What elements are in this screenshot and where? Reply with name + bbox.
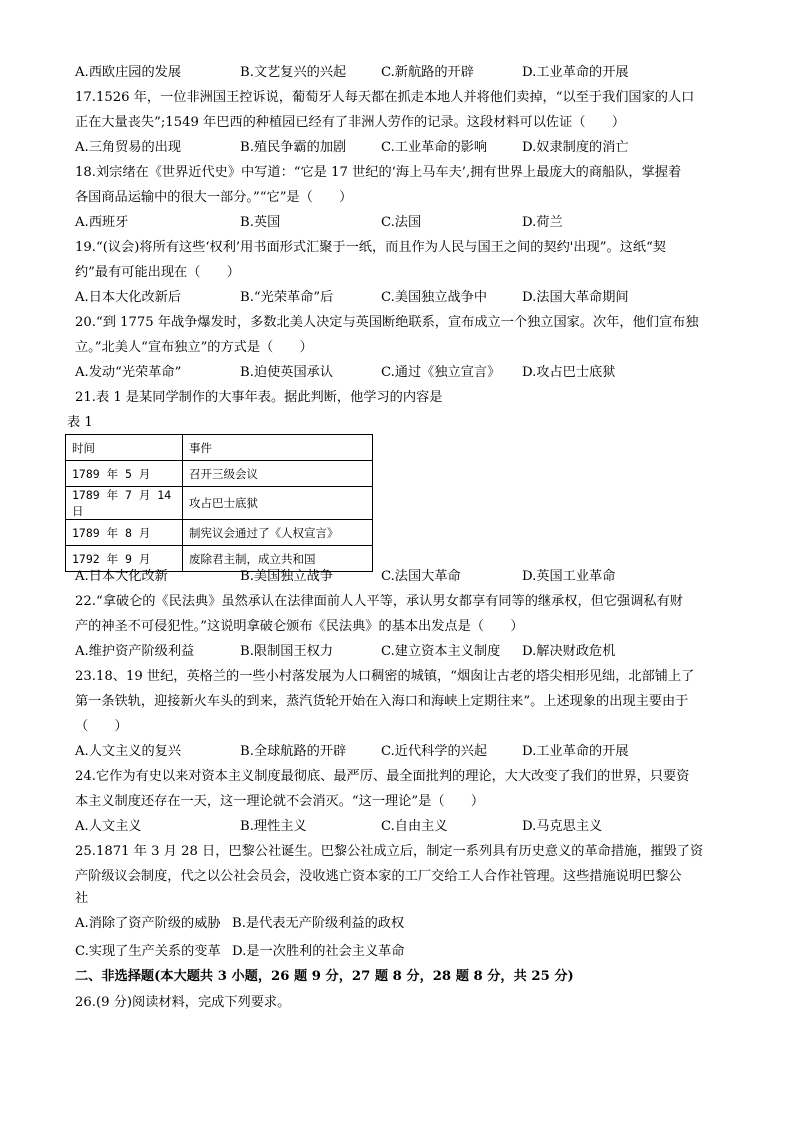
q23-stem-line-3: （ ）: [75, 719, 128, 734]
q21-options: [75, 568, 715, 586]
q18-option-c: C.法国: [381, 215, 422, 230]
q25-options-row-1: [75, 915, 715, 933]
table-row: [66, 461, 373, 487]
table-header-time: 时间: [66, 435, 183, 461]
q21-option-c: C.法国大革命: [381, 569, 461, 584]
q24-option-b: B.理性主义: [240, 819, 307, 834]
table-cell-time: 1789 年 5 月: [66, 461, 183, 487]
q16-option-d: D.工业革命的开展: [522, 65, 629, 80]
q18-options: [75, 214, 715, 232]
q17-option-b: B.殖民争霸的加剧: [240, 140, 347, 155]
table-header-row: [66, 435, 373, 461]
q24-options: [75, 818, 715, 836]
table-header-event: 事件: [183, 435, 373, 461]
q20-option-b: B.迫使英国承认: [240, 365, 334, 380]
q16-option-b: B.文艺复兴的兴起: [240, 65, 347, 80]
q25-option-b: B.是代表无产阶级利益的政权: [232, 916, 405, 931]
q20-option-a: A.发动“光荣革命”: [75, 365, 182, 380]
q19-option-a: A.日本大化改新后: [75, 290, 182, 305]
q21-option-b: B.美国独立战争: [240, 569, 334, 584]
q25-stem-line-1: 25.1871 年 3 月 28 日，巴黎公社诞生。巴黎公社成立后，制定一系列具有历史意义的革命措施，摧毁了资: [75, 844, 704, 859]
q17-option-c: C.工业革命的影响: [381, 140, 488, 155]
q24-option-c: C.自由主义: [381, 819, 448, 834]
q16-options: [75, 64, 715, 82]
q23-options: [75, 743, 715, 761]
q22-option-c: C.建立资本主义制度: [381, 644, 501, 659]
q18-option-a: A.西班牙: [75, 215, 129, 230]
table-row: [66, 520, 373, 546]
q19-option-c: C.美国独立战争中: [381, 290, 488, 305]
q24-option-d: D.马克思主义: [522, 819, 603, 834]
q21-option-d: D.英国工业革命: [522, 569, 616, 584]
q20-stem-line-2: 立。”北美人“宣布独立”的方式是（ ）: [75, 340, 313, 355]
table-cell-time: 1789 年 8 月: [66, 520, 183, 546]
q25-options-row-2: [75, 943, 715, 961]
q25-stem-line-3: 社: [75, 891, 89, 906]
q25-option-d: D.是一次胜利的社会主义革命: [232, 944, 405, 959]
table-cell-time: 1792 年 9 月: [66, 546, 183, 572]
q17-options: [75, 139, 715, 157]
q23-option-d: D.工业革命的开展: [522, 744, 629, 759]
q26-intro: 26.(9 分)阅读材料，完成下列要求。: [75, 995, 291, 1010]
table-caption: 表 1: [67, 415, 93, 430]
q21-stem: 21.表 1 是某同学制作的大事年表。据此判断，他学习的内容是: [75, 390, 443, 405]
q16-option-c: C.新航路的开辟: [381, 65, 474, 80]
q20-option-d: D.攻占巴士底狱: [522, 365, 616, 380]
q16-option-a: A.西欧庄园的发展: [75, 65, 182, 80]
q17-stem-line-1: 17.1526 年，一位非洲国王控诉说，葡萄牙人每天都在抓走本地人并将他们卖掉，“以至于我们国家的人口: [75, 90, 695, 105]
q23-option-c: C.近代科学的兴起: [381, 744, 488, 759]
q25-option-c: C.实现了生产关系的变革: [75, 944, 221, 959]
table-cell-time: 1789 年 7 月 14 日: [66, 487, 183, 520]
events-table: [65, 434, 373, 572]
q19-stem-line-2: 约”最有可能出现在（ ）: [75, 265, 240, 280]
q19-options: [75, 289, 715, 307]
q20-stem-line-1: 20.“到 1775 年战争爆发时，多数北美人决定与英国断绝联系，宣布成立一个独立国家。次年，他们宣布独: [75, 315, 699, 330]
q18-stem-line-2: 各国商品运输中的很大一部分。”“它”是（ ）: [75, 190, 353, 205]
q19-stem-line-1: 19.“(议会)将所有这些‘权利’用书面形式汇聚于一纸，而且作为人民与国王之间的契约'出现”。这纸“契: [75, 240, 666, 255]
q23-option-a: A.人文主义的复兴: [75, 744, 182, 759]
q23-stem-line-2: 第一条铁轨，迎接新火车头的到来，蒸汽货轮开始在入海口和海峡上定期往来”。上述现象的出现主要由于: [75, 694, 689, 709]
q19-option-d: D.法国大革命期间: [522, 290, 629, 305]
q24-stem-line-2: 本主义制度还存在一天，这一理论就不会消灭。“这一理论”是（ ）: [75, 794, 485, 809]
q17-option-d: D.奴隶制度的消亡: [522, 140, 629, 155]
table-cell-event: 制宪议会通过了《人权宣言》: [183, 520, 373, 546]
q22-stem-line-1: 22.“拿破仑的《民法典》虽然承认在法律面前人人平等，承认男女都享有同等的继承权，但它强调私有财: [75, 594, 683, 609]
q22-stem-line-2: 产的神圣不可侵犯性。”这说明拿破仑颁布《民法典》的基本出发点是（ ）: [75, 619, 524, 634]
table-row: [66, 487, 373, 520]
q20-options: [75, 364, 715, 382]
q17-option-a: A.三角贸易的出现: [75, 140, 182, 155]
q25-stem-line-2: 产阶级议会制度，代之以公社会员会，没收逃亡资本家的工厂交给工人合作社管理。这些措施说明巴黎公: [75, 869, 682, 884]
q22-options: [75, 643, 715, 661]
q25-option-a: A.消除了资产阶级的威胁: [75, 916, 221, 931]
q17-stem-line-2: 正在大量丧失”;1549 年巴西的种植园已经有了非洲人劳作的记录。这段材料可以佐证（ ）: [75, 115, 626, 130]
q24-stem-line-1: 24.它作为有史以来对资本主义制度最彻底、最严厉、最全面批判的理论，大大改变了我们的世界，只要资: [75, 769, 690, 784]
table-cell-event: 废除君主制，成立共和国: [183, 546, 373, 572]
q19-option-b: B.“光荣革命”后: [240, 290, 334, 305]
q21-option-a: A.日本大化改新: [75, 569, 168, 584]
q18-option-d: D.荷兰: [522, 215, 563, 230]
q18-option-b: B.英国: [240, 215, 281, 230]
section-heading: 二、非选择题(本大题共 3 小题，26 题 9 分，27 题 8 分，28 题 8 分，共 25 分): [75, 969, 574, 984]
q22-option-d: D.解决财政危机: [522, 644, 616, 659]
q23-stem-line-1: 23.18、19 世纪，英格兰的一些小村落发展为人口稠密的城镇，“烟囱让古老的塔尖相形见绌，北部铺上了: [75, 669, 695, 684]
q20-option-c: C.通过《独立宣言》: [381, 365, 501, 380]
table-cell-event: 召开三级会议: [183, 461, 373, 487]
q22-option-b: B.限制国王权力: [240, 644, 334, 659]
q23-option-b: B.全球航路的开辟: [240, 744, 347, 759]
table-cell-event: 攻占巴士底狱: [183, 487, 373, 520]
q22-option-a: A.维护资产阶级利益: [75, 644, 195, 659]
q18-stem-line-1: 18.刘宗绪在《世界近代史》中写道：“它是 17 世纪的‘海上马车夫’,拥有世界上最庞大的商船队，掌握着: [75, 165, 682, 180]
q24-option-a: A.人文主义: [75, 819, 142, 834]
